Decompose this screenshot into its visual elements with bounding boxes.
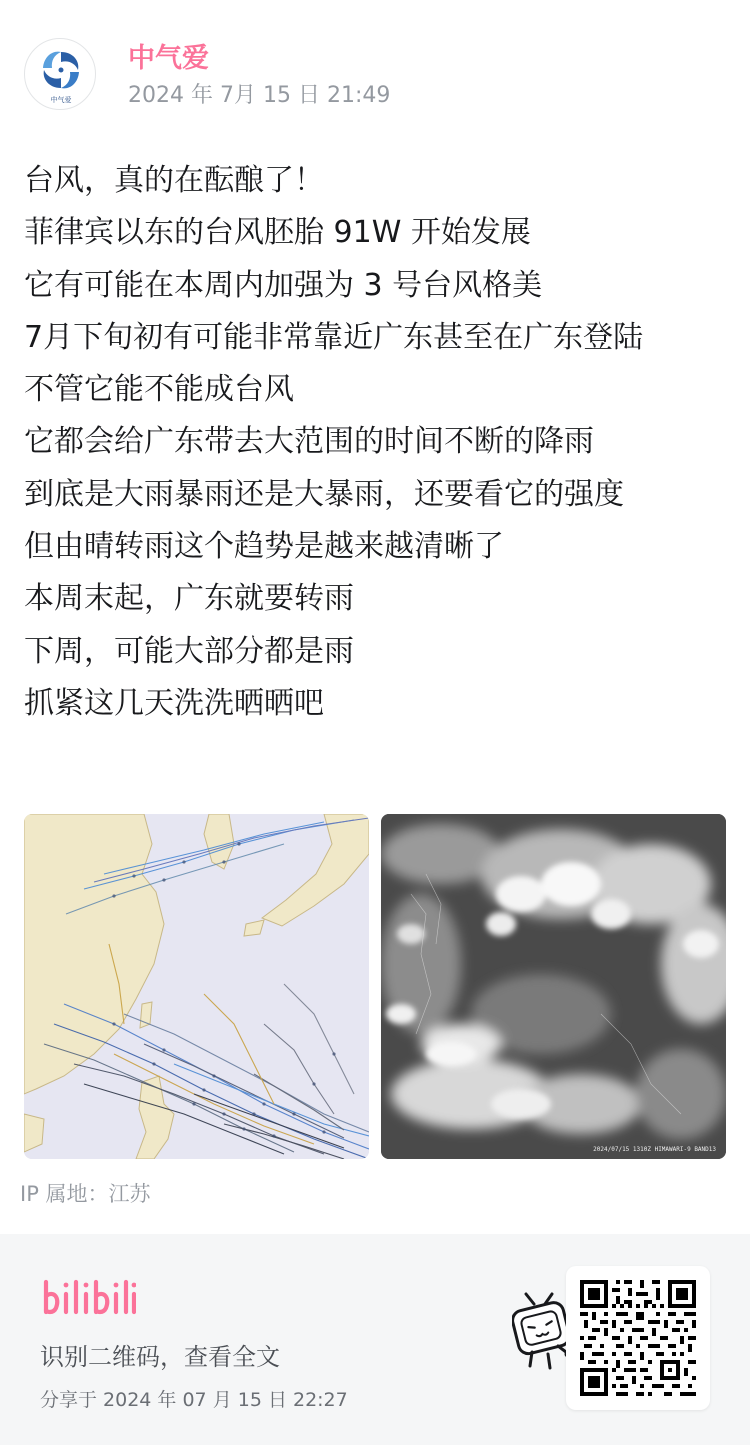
- author-name[interactable]: 中气爱: [128, 43, 209, 74]
- qr-hint: 识别二维码，查看全文: [40, 1343, 280, 1371]
- post-line: 它有可能在本周内加强为 3 号台风格美: [24, 267, 543, 303]
- qr-code-icon: [580, 1280, 696, 1396]
- post-line: 台风，真的在酝酿了！: [24, 163, 324, 198]
- typhoon-track-map-image[interactable]: [24, 814, 369, 1159]
- post-line: 不管它能不能成台风: [24, 372, 294, 408]
- post-line: 下周，可能大部分都是雨: [24, 633, 354, 669]
- qr-code-card[interactable]: [566, 1266, 710, 1410]
- post-line: 7月下旬初有可能非常靠近广东甚至在广东登陆: [24, 319, 644, 355]
- post-header: [24, 38, 724, 112]
- author-avatar[interactable]: [24, 38, 96, 110]
- post-body: [24, 155, 729, 730]
- bilibili-logo: [40, 1276, 136, 1320]
- bilibili-tv-mascot-icon: [512, 1290, 572, 1376]
- satellite-caption: 2024/07/15 1310Z HIMAWARI-9 BAND13: [593, 1146, 716, 1153]
- ip-location: IP 属地：江苏: [20, 1182, 151, 1206]
- post-line: 它都会给广东带去大范围的时间不断的降雨: [24, 424, 594, 460]
- post-line: 本周末起，广东就要转雨: [24, 581, 354, 617]
- post-timestamp: 2024 年 7月 15 日 21:49: [128, 83, 391, 108]
- share-time: 分享于 2024 年 07 月 15 日 22:27: [40, 1389, 348, 1411]
- satellite-image[interactable]: [381, 814, 726, 1159]
- avatar-label: 中气爱: [50, 96, 72, 104]
- share-footer: [0, 1234, 750, 1445]
- post-images: [24, 814, 726, 1159]
- post-line: 抓紧这几天洗洗晒晒吧: [24, 685, 324, 721]
- post-line: 到底是大雨暴雨还是大暴雨，还要看它的强度: [24, 476, 624, 512]
- post-line: 菲律宾以东的台风胚胎 91W 开始发展: [24, 215, 531, 251]
- post-line: 但由晴转雨这个趋势是越来越清晰了: [24, 529, 504, 565]
